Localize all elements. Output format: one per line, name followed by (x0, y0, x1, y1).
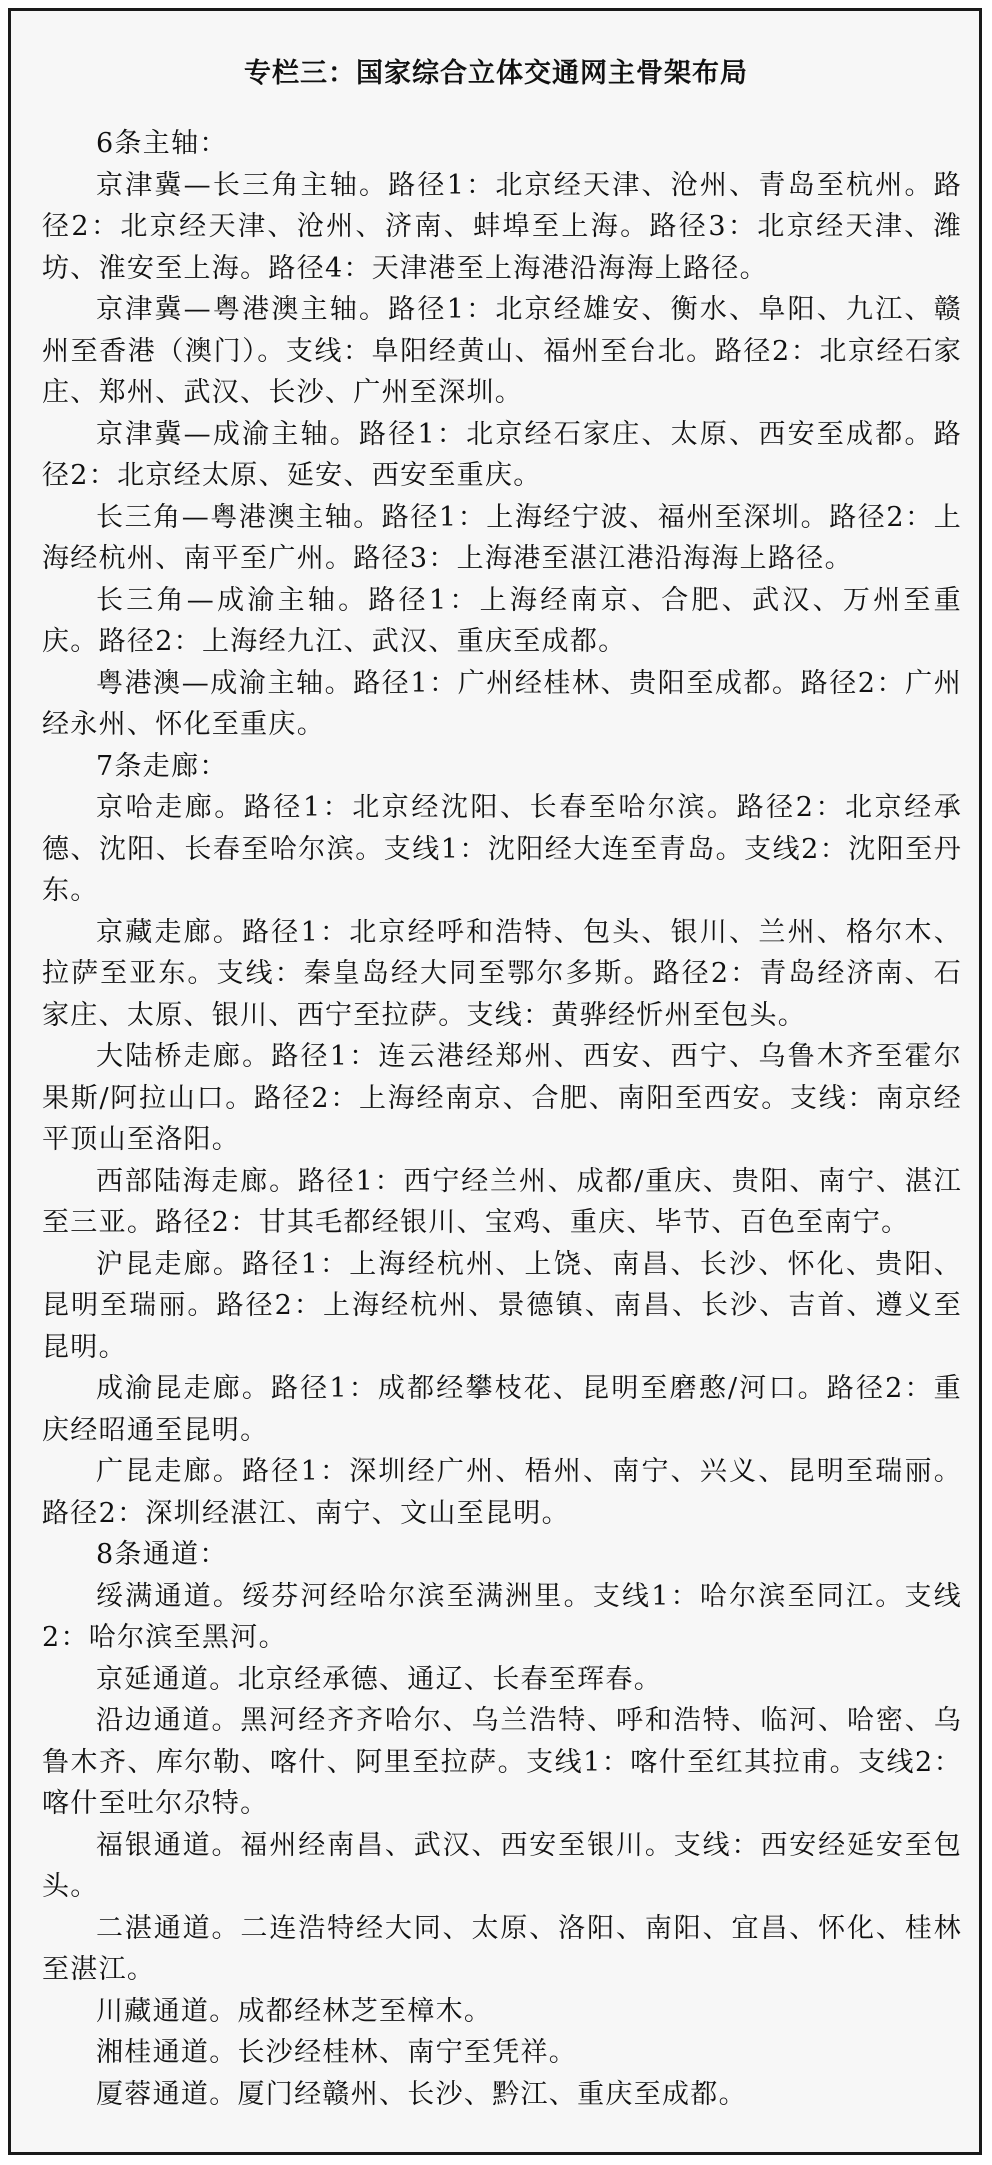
section-heading-channels: 8条通道： (96, 1539, 228, 1570)
paragraph: 京津冀—成渝主轴。路径1：北京经石家庄、太原、西安至成都。路径2：北京经太原、延安、西安至重庆。 (42, 418, 962, 491)
paragraph: 绥满通道。绥芬河经哈尔滨至满洲里。支线1：哈尔滨至同江。支线2：哈尔滨至黑河。 (42, 1580, 962, 1653)
paragraph: 沿边通道。黑河经齐齐哈尔、乌兰浩特、呼和浩特、临河、哈密、乌鲁木齐、库尔勒、喀什、阿里至拉萨。支线1：喀什至红其拉甫。支线2：喀什至吐尔尕特。 (42, 1705, 962, 1819)
paragraph: 西部陆海走廊。路径1：西宁经兰州、成都/重庆、贵阳、南宁、湛江至三亚。路径2：甘其毛都经银川、宝鸡、重庆、毕节、百色至南宁。 (42, 1165, 962, 1238)
page-title: 专栏三：国家综合立体交通网主骨架布局 (244, 58, 748, 89)
paragraph: 大陆桥走廊。路径1：连云港经郑州、西安、西宁、乌鲁木齐至霍尔果斯/阿拉山口。路径2：上海经南京、合肥、南阳至西安。支线：南京经平顶山至洛阳。 (42, 1041, 962, 1155)
paragraph: 京哈走廊。路径1：北京经沈阳、长春至哈尔滨。路径2：北京经承德、沈阳、长春至哈尔滨。支线1：沈阳经大连至青岛。支线2：沈阳至丹东。 (42, 792, 962, 906)
paragraph: 京藏走廊。路径1：北京经呼和浩特、包头、银川、兰州、格尔木、拉萨至亚东。支线：秦皇岛经大同至鄂尔多斯。路径2：青岛经济南、石家庄、太原、银川、西宁至拉萨。支线：黄骅经忻州至包头。 (42, 916, 962, 1031)
paragraph: 二湛通道。二连浩特经大同、太原、洛阳、南阳、宜昌、怀化、桂林至湛江。 (42, 1912, 962, 1985)
paragraph: 沪昆走廊。路径1：上海经杭州、上饶、南昌、长沙、怀化、贵阳、昆明至瑞丽。路径2：上海经杭州、景德镇、南昌、长沙、吉首、遵义至昆明。 (42, 1248, 962, 1363)
section-heading-main-axes: 6条主轴： (96, 128, 228, 159)
section-heading-corridors: 7条走廊： (96, 750, 228, 782)
paragraph: 粤港澳—成渝主轴。路径1：广州经桂林、贵阳至成都。路径2：广州经永州、怀化至重庆。 (42, 667, 962, 740)
content-body (42, 123, 962, 2115)
paragraph: 川藏通道。成都经林芝至樟木。 (96, 1995, 493, 2027)
paragraph: 厦蓉通道。厦门经赣州、长沙、黔江、重庆至成都。 (96, 2078, 747, 2110)
paragraph: 广昆走廊。路径1：深圳经广州、梧州、南宁、兴义、昆明至瑞丽。路径2：深圳经湛江、南宁、文山至昆明。 (42, 1456, 962, 1529)
paragraph: 京津冀—粤港澳主轴。路径1：北京经雄安、衡水、阜阳、九江、赣州至香港（澳门）。支线：阜阳经黄山、福州至台北。路径2：北京经石家庄、郑州、武汉、长沙、广州至深圳。 (42, 294, 962, 408)
paragraph: 京延通道。北京经承德、通辽、长春至珲春。 (96, 1663, 662, 1695)
paragraph: 长三角—成渝主轴。路径1：上海经南京、合肥、武汉、万州至重庆。路径2：上海经九江、武汉、重庆至成都。 (42, 584, 962, 657)
paragraph: 福银通道。福州经南昌、武汉、西安至银川。支线：西安经延安至包头。 (42, 1829, 962, 1902)
paragraph: 成渝昆走廊。路径1：成都经攀枝花、昆明至磨憨/河口。路径2：重庆经昭通至昆明。 (42, 1373, 962, 1446)
paragraph: 长三角—粤港澳主轴。路径1：上海经宁波、福州至深圳。路径2：上海经杭州、南平至广州。路径3：上海港至湛江港沿海海上路径。 (42, 501, 962, 574)
paragraph: 湘桂通道。长沙经桂林、南宁至凭祥。 (96, 2037, 578, 2068)
paragraph: 京津冀—长三角主轴。路径1：北京经天津、沧州、青岛至杭州。路径2：北京经天津、沧州、济南、蚌埠至上海。路径3：北京经天津、潍坊、淮安至上海。路径4：天津港至上海港沿海海上路径。 (42, 169, 962, 284)
